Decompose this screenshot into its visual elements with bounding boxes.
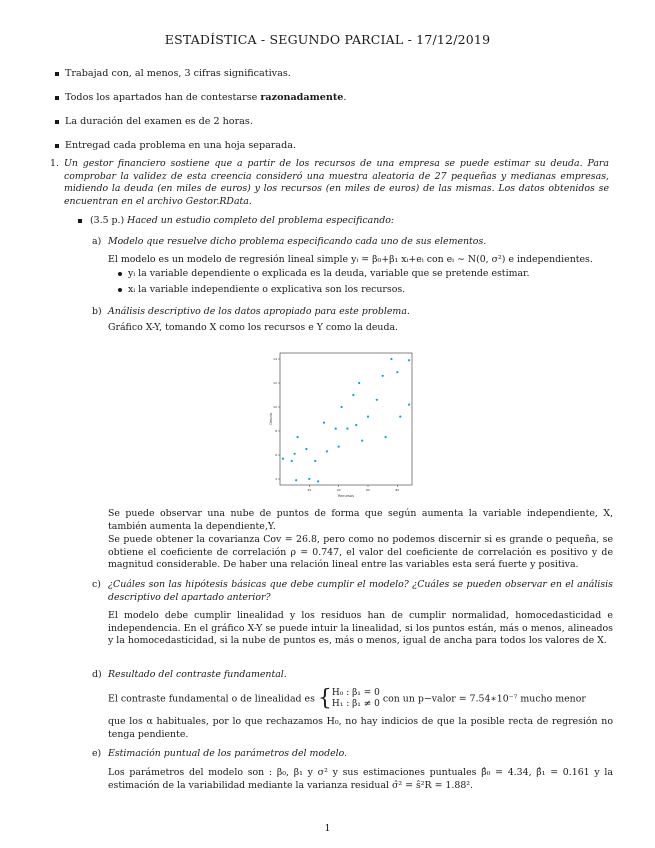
page-title: ESTADÍSTICA - SEGUNDO PARCIAL - 17/12/2019 [164, 32, 491, 47]
part-a-bullet [118, 284, 613, 297]
part-b-label: b) [92, 306, 102, 317]
part-b-answer: Gráfico X-Y, tomando X como los recursos e Y como la deuda. [108, 322, 399, 333]
part-a-question: Modelo que resuelve dicho problema especificando cada uno de sus elementos. [108, 236, 487, 247]
part-b-observation: Se puede observar una nube de puntos de forma que según aumenta la variable independiente, X, también aumenta la dependiente,Y. [108, 508, 613, 532]
data-point [308, 478, 310, 480]
bullet-icon [118, 272, 122, 276]
data-point [323, 422, 325, 424]
data-point [305, 448, 307, 450]
rule-item [55, 116, 253, 128]
plot-frame [280, 353, 412, 485]
hypothesis-system [332, 688, 380, 710]
data-point [390, 358, 392, 360]
bullet-icon [55, 96, 59, 100]
data-point [335, 428, 337, 430]
bullet-icon [55, 72, 59, 76]
rule-text: . [343, 92, 347, 103]
x-tick-label: 20 [307, 488, 312, 492]
part-a-bullet [118, 268, 613, 281]
part-c-label: c) [92, 579, 101, 590]
y-tick-label: 12 [273, 381, 277, 385]
y-tick-label: 4 [275, 477, 277, 481]
part-c-answer: El modelo debe cumplir linealidad y los residuos han de cumplir normalidad, homocedasticidad e independencia. En el gráfico X-Y se puede intuir la linealidad, si los puntos están, más o menos, alineados y la homocedasticidad, si la nube de puntos es, más o menos, igual de ancha para todos los valores de X. [108, 610, 613, 647]
rule-emphasis: razonadamente [260, 92, 344, 103]
rule-text: Entregad cada problema en una hoja separada. [65, 140, 297, 151]
data-point [295, 479, 297, 481]
problem-statement: Un gestor financiero sostiene que a partir de los recursos de una empresa se puede estimar su deuda. Para comprobar la validez de esta creencia consideró una muestra aleatoria de 27 pequeñas y medianas empresas, midiendo la deuda (en miles de euros) y los recursos (en miles de euros) de las mismas. Los datos obtenidos se encuentran en el archivo Gestor.RData. [64, 158, 609, 207]
data-point [282, 458, 284, 460]
x-tick-label: 60 [366, 488, 370, 492]
data-point [408, 359, 410, 361]
data-point [346, 428, 348, 430]
bullet-icon [118, 288, 122, 292]
part-e-label: e) [92, 748, 102, 759]
brace-icon: { [317, 686, 332, 711]
data-point [358, 382, 360, 384]
bullet-text: xᵢ la variable independiente o explicativa son los recursos. [128, 284, 406, 295]
rule-item [55, 140, 296, 152]
x-tick-label: 80 [395, 488, 400, 492]
data-point [382, 375, 384, 377]
part-d-text: El contraste fundamental o de linealidad es [108, 693, 315, 705]
scatter-chart [262, 350, 422, 500]
part-d-question: Resultado del contraste fundamental. [108, 669, 287, 680]
data-point [376, 399, 378, 401]
part-b-correlation: Se puede obtener la covarianza Cov = 26.8, pero como no podemos discernir si es grande o pequeña, se obtiene el coeficiente de correlación ρ = 0.747, el valor del coeficiente de correlación es positivo y de magnitud considerable. De haber una relación lineal entre las variables esta será fuerte y positiva. [108, 534, 613, 571]
part-d-conclusion: que los α habituales, por lo que rechazamos H₀, no hay indicios de que la posible recta de regresión no tenga pendiente. [108, 716, 613, 740]
part-e-answer: Los parámetros del modelo son : β₀, β₁ y σ² y sus estimaciones puntuales β̂₀ = 4.34, β̂₁ = 0.161 y la estimación de la variabilidad mediante la varianza residual σ̂² = ŝ²R = 1.88². [108, 767, 613, 791]
bullet-text: yᵢ la variable dependiente o explicada es la deuda, variable que se pretende estimar. [128, 268, 530, 279]
x-tick-label: 40 [336, 488, 341, 492]
data-point [338, 446, 340, 448]
x-axis-label: Recursos [338, 494, 354, 498]
part-a-answer: El modelo es un modelo de regresión lineal simple yᵢ = β₀+β₁ xᵢ+eᵢ con eᵢ ∼ N(0, σ²) e independientes. [108, 254, 593, 265]
hypothesis-h1: H₁ : β₁ ≠ 0 [331, 699, 380, 709]
part-c-question: ¿Cuáles son las hipótesis básicas que debe cumplir el modelo? ¿Cuáles se pueden observar en el análisis descriptivo del apartado anterior? [108, 579, 613, 603]
part-d-label: d) [92, 669, 102, 680]
problem-number: 1. [50, 158, 59, 169]
data-point [399, 416, 401, 418]
rule-item [55, 68, 291, 80]
rule-text: Todos los apartados han de contestarse [65, 92, 258, 103]
data-point [355, 424, 357, 426]
data-point [314, 460, 316, 462]
data-point [341, 406, 343, 408]
data-point [352, 394, 354, 396]
y-tick-label: 14 [273, 357, 277, 361]
part-a-label: a) [92, 236, 102, 247]
chart-plot-group [269, 353, 412, 498]
page-number: 1 [324, 823, 331, 834]
bullet-icon [55, 144, 59, 148]
data-point [291, 460, 293, 462]
part-d-pvalue: con un p−valor = 7.54∗10⁻⁷ mucho menor [382, 693, 586, 705]
data-point [294, 453, 296, 455]
data-point [385, 436, 387, 438]
task-points: (3.5 p.) [90, 215, 125, 226]
bullet-icon [55, 120, 59, 124]
y-tick-label: 6 [275, 453, 277, 457]
bullet-icon [78, 219, 82, 223]
y-tick-label: 8 [275, 429, 277, 433]
task-text: Haced un estudio completo del problema especificando: [127, 215, 395, 226]
data-point [317, 480, 319, 482]
rule-text: Trabajad con, al menos, 3 cifras significativas. [65, 68, 291, 79]
rule-item [55, 92, 346, 104]
data-point [396, 371, 398, 373]
data-point [361, 440, 363, 442]
rule-text: La duración del examen es de 2 horas. [65, 116, 253, 127]
data-point [297, 436, 299, 438]
y-axis-label: Deuda [269, 413, 273, 425]
hypothesis-h0: H₀ : β₁ = 0 [331, 688, 380, 698]
data-point [326, 450, 328, 452]
part-e-question: Estimación puntual de los parámetros del modelo. [108, 748, 348, 759]
y-tick-label: 10 [273, 405, 277, 409]
data-point [408, 404, 410, 406]
part-d-answer [108, 688, 618, 710]
part-b-question: Análisis descriptivo de los datos apropiado para este problema. [108, 306, 410, 317]
task-line [78, 215, 608, 228]
data-point [367, 416, 369, 418]
